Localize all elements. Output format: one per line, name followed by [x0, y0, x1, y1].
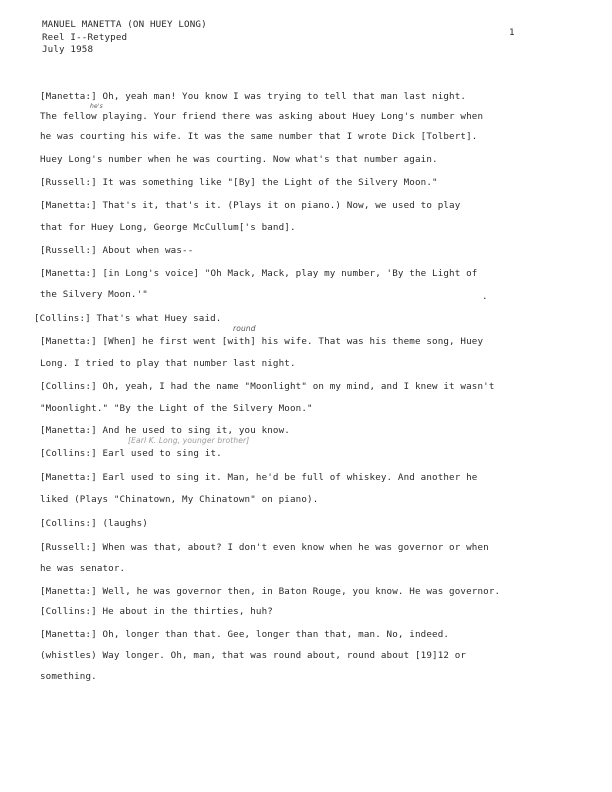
transcript-line: [Manetta:] That's it, that's it. (Plays it on piano.) Now, we used to play: [40, 200, 461, 211]
page-header: [42, 19, 207, 57]
transcript-line: he was senator.: [40, 563, 126, 574]
transcript-line: [Collins:] He about in the thirties, huh?: [40, 606, 273, 617]
transcript-line: [Manetta:] Oh, yeah man! You know I was trying to tell that man last night.: [40, 91, 467, 102]
transcript-line: [Manetta:] [When] he first went [with] his wife. That was his theme song, Huey: [40, 336, 484, 347]
transcript-line: [Russell:] It was something like "[By] the Light of the Silvery Moon.": [40, 177, 438, 188]
transcript-line: Long. I tried to play that number last night.: [40, 358, 296, 369]
transcript-line: [Manetta:] And he used to sing it, you know.: [40, 425, 290, 436]
transcript-line: [Collins:] (laughs): [40, 518, 148, 529]
transcript-line: [Manetta:] Well, he was governor then, in Baton Rouge, you know. He was governor.: [40, 586, 501, 597]
transcript-line: The fellow playing. Your friend there was asking about Huey Long's number when: [40, 111, 484, 122]
transcript-line: [Manetta:] Oh, longer than that. Gee, longer than that, man. No, indeed.: [40, 629, 450, 640]
handwritten-insert: round: [233, 324, 256, 333]
transcript-line: [Russell:] About when was--: [40, 245, 194, 256]
transcript-line: that for Huey Long, George McCullum['s band].: [40, 222, 296, 233]
transcript-line: Huey Long's number when he was courting. Now what's that number again.: [40, 154, 438, 165]
header-date: July 1958: [42, 44, 94, 55]
transcript-line: the Silvery Moon.'": [40, 289, 148, 300]
page-number: 1: [509, 27, 515, 38]
transcript-line: something.: [40, 671, 97, 682]
transcript-line: (whistles) Way longer. Oh, man, that was round about, round about [19]12 or: [40, 650, 467, 661]
transcript-line: [Russell:] When was that, about? I don't even know when he was governor or when: [40, 542, 489, 553]
transcript-line: [Manetta:] Earl used to sing it. Man, he'd be full of whiskey. And another he: [40, 472, 478, 483]
transcript-line: [Collins:] That's what Huey said.: [34, 313, 222, 324]
handwritten-insert: he's: [90, 103, 103, 110]
transcript-line: "Moonlight." "By the Light of the Silvery Moon.": [40, 403, 313, 414]
transcript-line: [Manetta:] [in Long's voice] "Oh Mack, Mack, play my number, 'By the Light of: [40, 268, 478, 279]
header-reel: Reel I--Retyped: [42, 31, 128, 43]
stray-mark: .: [482, 291, 488, 302]
transcript-line: [Collins:] Earl used to sing it.: [40, 448, 222, 459]
header-name: MANUEL MANETTA (ON HUEY LONG): [42, 19, 207, 30]
transcript-line: liked (Plays "Chinatown, My Chinatown" on piano).: [40, 494, 319, 505]
transcript-line: [Collins:] Oh, yeah, I had the name "Moonlight" on my mind, and I knew it wasn't: [40, 381, 495, 392]
faint-handwritten-note: [Earl K. Long, younger brother]: [128, 436, 250, 445]
transcript-line: he was courting his wife. It was the same number that I wrote Dick [Tolbert].: [40, 131, 478, 142]
